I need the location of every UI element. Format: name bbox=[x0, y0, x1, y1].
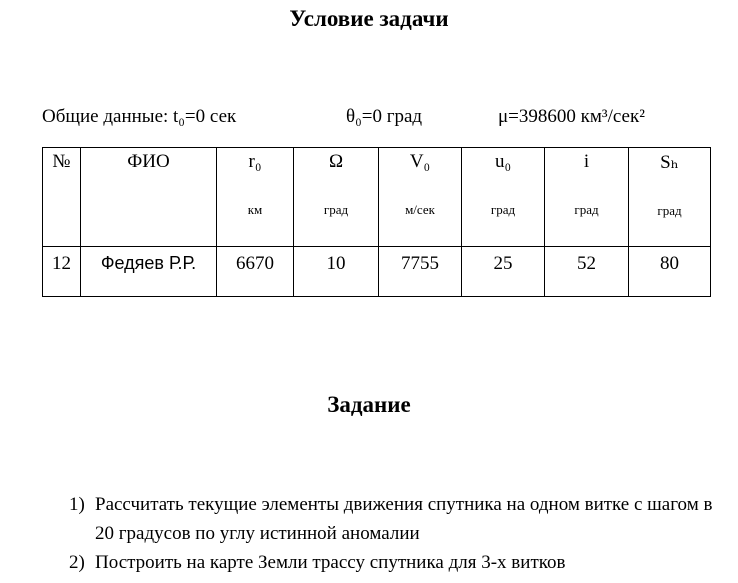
theta-value: θ₀=0 град bbox=[346, 106, 423, 127]
list-item-number: 1) bbox=[69, 494, 85, 515]
cell-number: 12 bbox=[43, 247, 81, 297]
cell-fio: Федяев Р.Р. bbox=[81, 247, 217, 297]
list-item-number: 2) bbox=[69, 552, 85, 573]
table-row bbox=[43, 247, 711, 297]
list-item bbox=[69, 548, 715, 577]
list-item bbox=[69, 490, 715, 548]
cell-r0: 6670 bbox=[217, 247, 294, 297]
table-header-row bbox=[43, 148, 711, 247]
page-title: Условие задачи bbox=[289, 6, 449, 31]
header-u0: u₀ град bbox=[462, 148, 545, 247]
cell-v0: 7755 bbox=[379, 247, 462, 297]
header-i: i град bbox=[545, 148, 629, 247]
cell-sh: 80 bbox=[629, 247, 711, 297]
cell-i: 52 bbox=[545, 247, 629, 297]
header-r0: r₀ км bbox=[217, 148, 294, 247]
header-omega: Ω град bbox=[294, 148, 379, 247]
cell-u0: 25 bbox=[462, 247, 545, 297]
header-v0: V₀ м/сек bbox=[379, 148, 462, 247]
header-fio: ФИО bbox=[81, 148, 217, 247]
task-list bbox=[69, 490, 715, 577]
mu-value: μ=398600 км³/сек² bbox=[498, 106, 645, 127]
general-data-label: Общие данные: t₀=0 сек bbox=[42, 106, 237, 127]
task-title: Задание bbox=[327, 392, 411, 417]
list-item-text: Построить на карте Земли трассу спутника для 3-х витков bbox=[95, 552, 566, 573]
list-item-text: Рассчитать текущие элементы движения спутника на одном витке с шагом в 20 градусов по углу истинной аномалии bbox=[95, 494, 713, 544]
header-number: № bbox=[43, 148, 81, 247]
data-table bbox=[42, 147, 711, 297]
header-sh: Sₕ град bbox=[629, 148, 711, 247]
general-data bbox=[42, 106, 732, 130]
cell-omega: 10 bbox=[294, 247, 379, 297]
